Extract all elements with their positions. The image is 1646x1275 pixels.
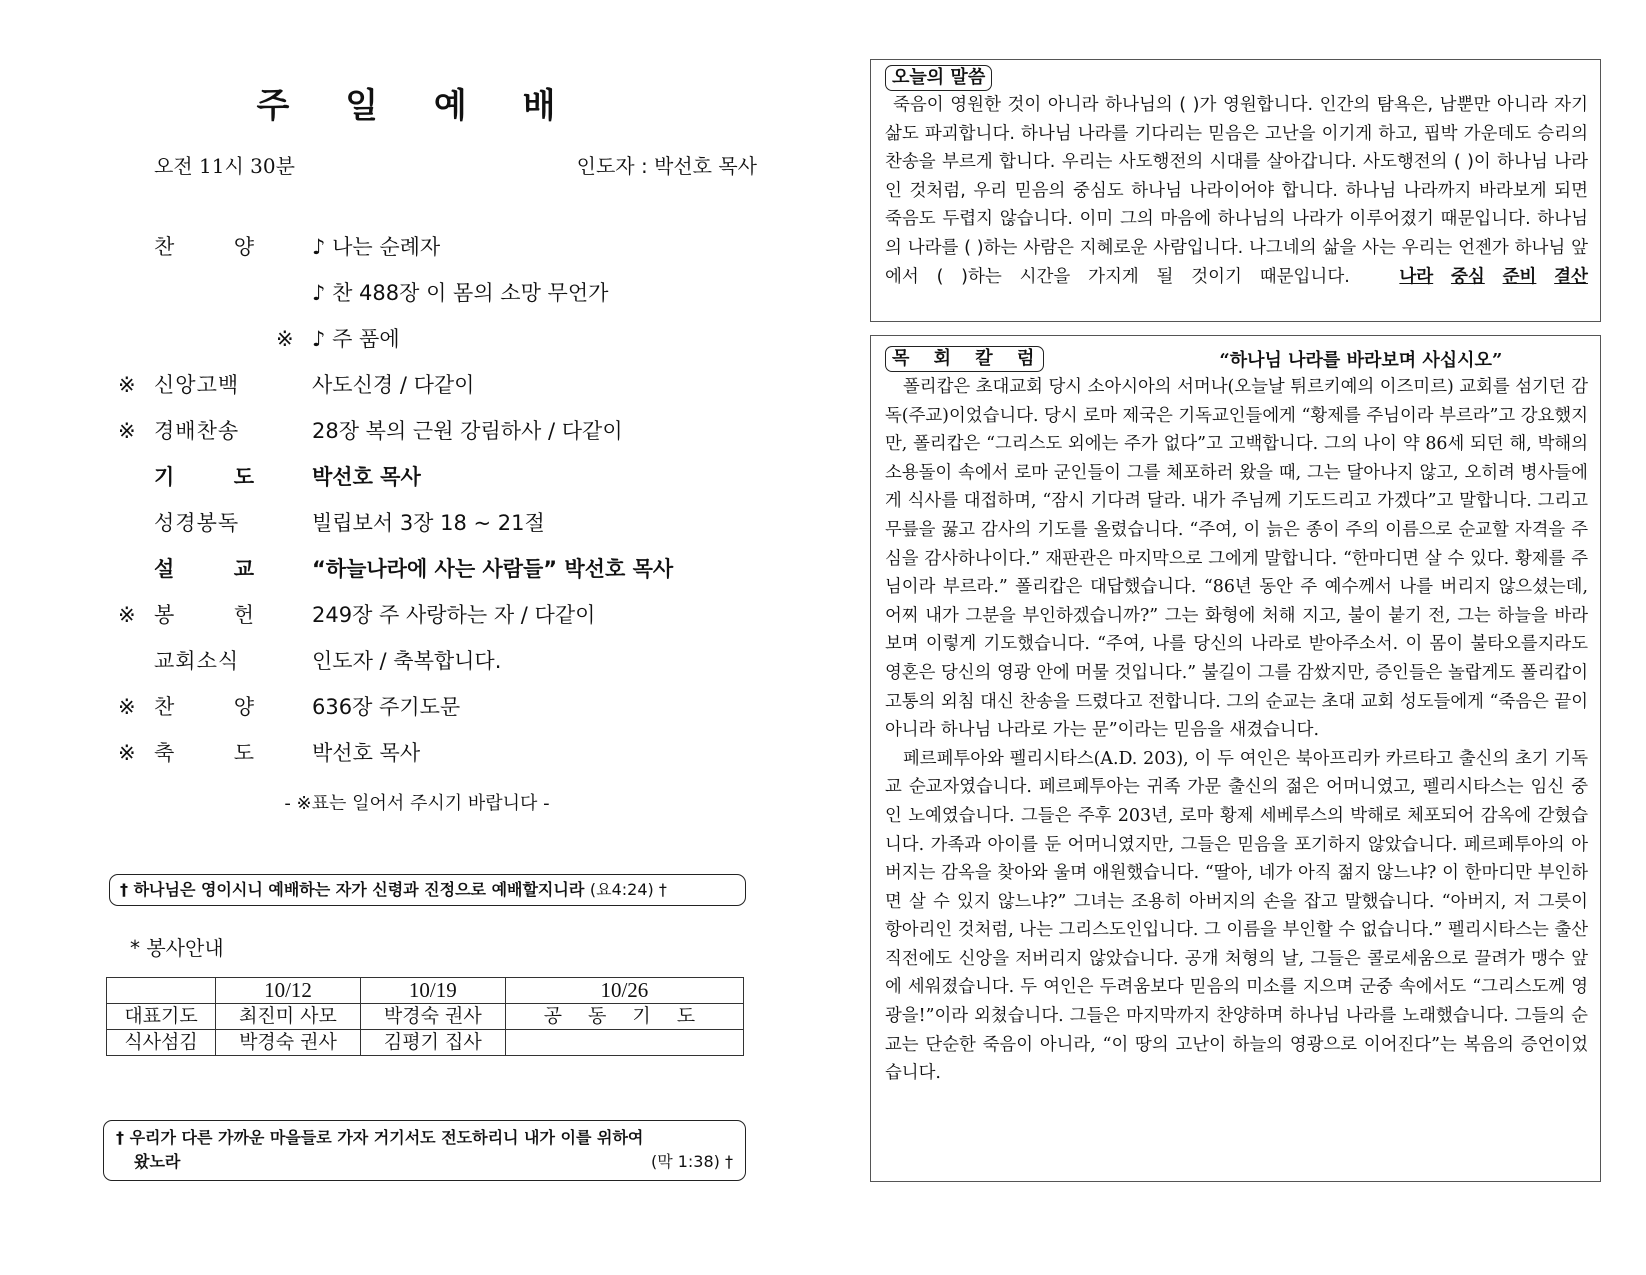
table-header-row [107, 978, 744, 1004]
order-item-content: 249장 주 사랑하는 자 / 다같이 [312, 603, 596, 627]
standing-mark: ※ [118, 603, 136, 627]
answer-1: 나라 [1399, 266, 1434, 287]
verse-reference: (요4:24) † [589, 880, 667, 899]
todays-word-heading: 오늘의 말씀 [885, 65, 992, 91]
order-item-content: ♪ 찬 488장 이 몸의 소망 무언가 [312, 281, 609, 305]
order-item [118, 416, 778, 462]
order-item-content: 빌립보서 3장 18 ~ 21절 [312, 511, 545, 535]
verse-text-line1: † 우리가 다른 가까운 마을들로 가자 거기서도 전도하리니 내가 이를 위하여 [116, 1128, 644, 1147]
order-item-content: 박선호 목사 [312, 741, 421, 765]
standing-mark: ※ [118, 373, 136, 397]
table-cell: 최진미 사모 [216, 1004, 361, 1030]
table-header-cell: 10/12 [216, 978, 361, 1004]
order-item [118, 738, 778, 784]
standing-mark: ※ [276, 327, 294, 351]
order-item-content: 636장 주기도문 [312, 695, 461, 719]
order-item [118, 462, 778, 508]
table-cell [505, 1030, 743, 1056]
order-item [118, 600, 778, 646]
answer-3: 준비 [1502, 266, 1537, 287]
label-part: 봉 [154, 603, 175, 627]
answer-4: 결산 [1554, 266, 1588, 287]
order-item-content: ♪ 나는 순례자 [312, 235, 441, 259]
order-item-label [154, 646, 254, 676]
order-item [118, 646, 778, 692]
label-part: 축 [154, 741, 175, 765]
standing-mark: ※ [118, 741, 136, 765]
verse-text-line2: 왔노라 [134, 1152, 181, 1171]
service-guide-title: * 봉사안내 [130, 936, 224, 960]
worship-time: 오전 11시 30분 [154, 154, 295, 178]
order-of-service [118, 232, 778, 784]
label-part: 도 [233, 741, 254, 765]
verse-text: † 하나님은 영이시니 예배하는 자가 신령과 진정으로 예배할지니라 [120, 880, 585, 899]
pastor-column-heading: 목 회 칼 럼 [885, 346, 1044, 372]
column-paragraph: 폴리캅은 초대교회 당시 소아시아의 서머나(오늘날 튀르키예의 이즈미르) 교회를 섬기던 감독(주교)이었습니다. 당시 로마 제국은 기독교인들에게 “황제를 주님이라 부르라”고 강요했지만, 폴리캅은 “그리스도 외에는 주가 없다”고 고백합니다. 그의 나이 약 86세 되던 해, 박해의 소용돌이 속에서 로마 군인들이 그를 체포하러 왔을 때, 그는 달아나지 않고, 오히려 병사들에게 식사를 대접하며, “잠시 기다려 달라. 내가 주님께 기도드리고 가겠다”고 말합니다. 그리고 무릎을 꿇고 감사의 기도를 올렸습니다. “주여, 이 늙은 종이 주의 이름으로 순교할 자격을 주심을 감사하나이다.” 재판관은 마지막으로 그에게 말합니다. “한마디면 살 수 있다. 황제를 주님이라 부르라.” 폴리캅은 대답했습니다. “86년 동안 주 예수께서 나를 버리지 않으셨는데, 어찌 내가 그분을 부인하겠습니까?” 그는 화형에 처해 지고, 불이 붙기 전, 그는 하늘을 바라보며 이렇게 기도했습니다. “주여, 나를 당신의 나라로 받아주소서. 이 몸이 불타오를지라도 영혼은 당신의 영광 안에 머물 것입니다.” 불길이 그를 감쌌지만, 증인들은 놀랍게도 폴리캅이 고통의 외침 대신 찬송을 드렸다고 전합니다. 그의 순교는 초대 교회 성도들에게 “죽음은 끝이 아니라 하나님 나라로 가는 문”이라는 믿음을 새겼습니다. [885, 377, 1588, 741]
label-part: 신앙고백 [154, 373, 240, 397]
verse-box-john [109, 874, 746, 906]
pastor-column-title: “하나님 나라를 바라보며 사십시오” [1219, 350, 1503, 371]
standing-note: - ※표는 일어서 주시기 바랍니다 - [284, 793, 550, 814]
label-part: 양 [233, 235, 254, 259]
table-row [107, 1004, 744, 1030]
table-cell: 식사섬김 [107, 1030, 216, 1056]
table-header-cell: 10/19 [360, 978, 505, 1004]
table-cell: 대표기도 [107, 1004, 216, 1030]
standing-mark: ※ [118, 695, 136, 719]
table-cell: 공 동 기 도 [505, 1004, 743, 1030]
order-item-label [154, 370, 254, 400]
answer-2: 중심 [1450, 266, 1485, 287]
order-item-label [154, 692, 254, 722]
table-header-cell: 10/26 [505, 978, 743, 1004]
todays-word-text: 죽음이 영원한 것이 아니라 하나님의 ( )가 영원합니다. 인간의 탐욕은, 남뿐만 아니라 자기 삶도 파괴합니다. 하나님 나라를 기다리는 믿음은 고난을 이기게 하고, 핍박 가운데도 승리의 찬송을 부르게 합니다. 우리는 사도행전의 시대를 살아갑니다. 사도행전의 ( )이 하나님 나라인 것처럼, 우리 믿음의 중심도 하나님 나라이어야 합니다. 하나님 나라까지 바라보게 되면 죽음도 두렵지 않습니다. 이미 그의 마음에 하나님의 나라가 이루어졌기 때문입니다. 하나님의 나라를 ( )하는 사람은 지혜로운 사람입니다. 나그네의 삶을 사는 우리는 언젠가 하나님 앞에서 ( )하는 시간을 가지게 될 것이기 때문입니다. [885, 95, 1588, 287]
label-part: 도 [233, 465, 254, 489]
table-row [107, 1030, 744, 1056]
order-item-content: 28장 복의 근원 강림하사 / 다같이 [312, 419, 623, 443]
order-item [118, 370, 778, 416]
order-item-label [154, 554, 254, 584]
order-item-content: “하늘나라에 사는 사람들” 박선호 목사 [312, 557, 674, 581]
verse-box-mark [103, 1120, 746, 1181]
order-item [118, 278, 778, 324]
label-part: 기 [154, 465, 175, 489]
order-item [118, 232, 778, 278]
order-item [118, 692, 778, 738]
verse-reference: (막 1:38) † [650, 1152, 733, 1171]
todays-word-body [885, 91, 1588, 291]
label-part: 설 [154, 557, 175, 581]
standing-mark: ※ [118, 419, 136, 443]
order-item-content: 인도자 / 축복합니다. [312, 649, 502, 673]
pastor-column-body [885, 373, 1588, 1088]
table-header-cell [107, 978, 216, 1004]
order-item-label [154, 232, 254, 262]
pastor-column-box [870, 335, 1601, 1182]
todays-word-box [870, 59, 1601, 322]
order-item-label [154, 462, 254, 492]
label-part: 교회소식 [154, 649, 240, 673]
table-cell: 박경숙 권사 [360, 1004, 505, 1030]
label-part: 교 [233, 557, 254, 581]
order-item-label [154, 416, 254, 446]
label-part: 찬 [154, 695, 175, 719]
label-part: 성경봉독 [154, 511, 240, 535]
order-item [118, 324, 778, 370]
order-item-label [154, 600, 254, 630]
table-cell: 박경숙 권사 [216, 1030, 361, 1056]
column-paragraph: 페르페투아와 펠리시타스(A.D. 203), 이 두 여인은 북아프리카 카르타고 출신의 초기 기독교 순교자였습니다. 페르페투아는 귀족 가문 출신의 젊은 어머니였고, 펠리시타스는 임신 중인 노예였습니다. 그들은 주후 203년, 로마 황제 세베루스의 박해로 체포되어 감옥에 갇혔습니다. 가족과 아이를 둔 어머니였지만, 그들은 믿음을 포기하지 않았습니다. 페르페투아의 아버지는 감옥을 찾아와 울며 애원했습니다. “딸아, 네가 아직 젊지 않느냐? 이 한마디만 부인하면 살 수 있지 않느냐?” 그녀는 조용히 아버지의 손을 잡고 말했습니다. “아버지, 저 그릇이 항아리인 것처럼, 나는 그리스도인입니다. 그 이름을 부인할 수 없습니다.” 펠리시타스는 출산 직전에도 신앙을 저버리지 않았습니다. 공개 처형의 날, 그들은 콜로세움으로 끌려가 맹수 앞에 세워졌습니다. 두 여인은 두려움보다 믿음의 미소를 지으며 군중 속에서도 “그리스도께 영광을!”이라 외쳤습니다. 그들은 마지막까지 찬양하며 하나님 나라를 노래했습니다. 그들의 순교는 단순한 죽음이 아니라, “이 땅의 고난이 하늘의 영광으로 이어진다”는 복음의 증언이었습니다. [885, 748, 1588, 1084]
order-item-label [154, 738, 254, 768]
order-item [118, 554, 778, 600]
worship-title: 주 일 예 배 [256, 86, 578, 126]
order-item-content: ♪ 주 품에 [312, 327, 400, 351]
label-part: 경배찬송 [154, 419, 240, 443]
table-cell: 김평기 집사 [360, 1030, 505, 1056]
label-part: 양 [233, 695, 254, 719]
order-item-content: 사도신경 / 다같이 [312, 373, 475, 397]
label-part: 찬 [154, 235, 175, 259]
order-item-content: 박선호 목사 [312, 465, 421, 489]
order-item-label [154, 508, 254, 538]
worship-leader: 인도자 : 박선호 목사 [576, 154, 757, 178]
order-item [118, 508, 778, 554]
label-part: 헌 [233, 603, 254, 627]
service-schedule-table [106, 977, 744, 1056]
